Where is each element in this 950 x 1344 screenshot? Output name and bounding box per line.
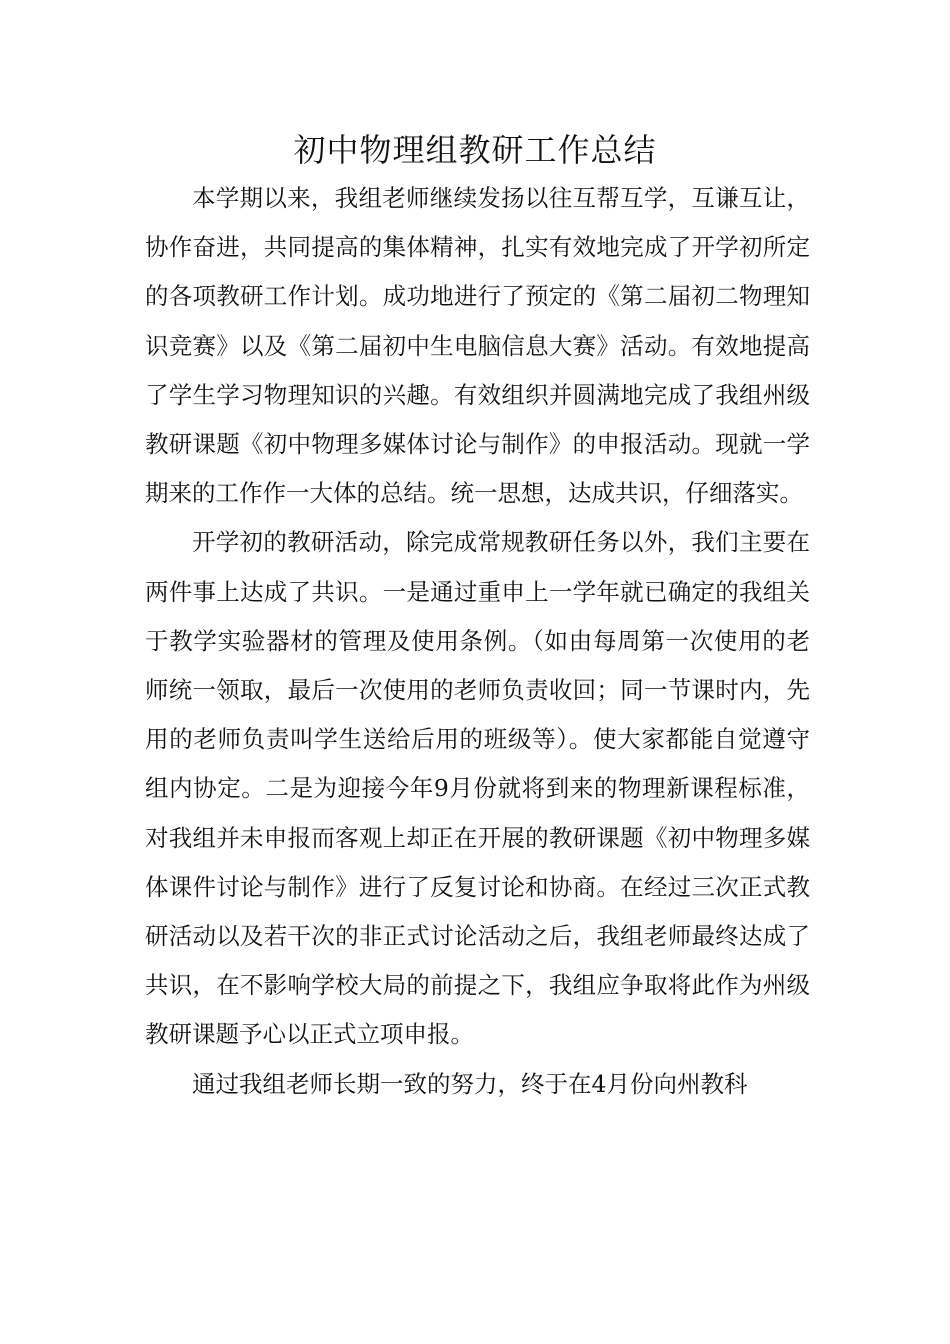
paragraph-1: 本学期以来，我组老师继续发扬以往互帮互学，互谦互让，协作奋进，共同提高的集体精神，扎实有效地完成了开学初所定的各项教研工作计划。成功地进行了预定的《第二届初二物理知识竞赛》以及《第二届初中生电脑信息大赛》活动。有效地提高了学生学习物理知识的兴趣。有效组织并圆满地完成了我组州级教研课题《初中物理多媒体讨论与制作》的申报活动。现就一学期来的工作作一大体的总结。统一思想，达成共识，仔细落实。 — [145, 184, 810, 508]
paragraph-3: 通过我组老师长期一致的努力，终于在4月份向州教科 — [192, 1069, 748, 1098]
document-title: 初中物理组教研工作总结 — [293, 131, 657, 169]
paragraph-2: 开学初的教研活动，除完成常规教研任务以外，我们主要在两件事上达成了共识。一是通过重申上一学年就已确定的我组关于教学实验器材的管理及使用条例。（如由每周第一次使用的老师统一领取，最后一次使用的老师负责收回；同一节课时内，先用的老师负责叫学生送给后用的班级等）。使大家都能自觉遵守组内协定。二是为迎接今年9月份就将到来的物理新课程标准，对我组并未申报而客观上却正在开展的教研课题《初中物理多媒体课件讨论与制作》进行了反复讨论和协商。在经过三次正式教研活动以及若干次的非正式讨论活动之后，我组老师最终达成了共识，在不影响学校大局的前提之下，我组应争取将此作为州级教研课题予心以正式立项申报。 — [145, 528, 810, 1049]
document-body — [145, 174, 810, 1109]
